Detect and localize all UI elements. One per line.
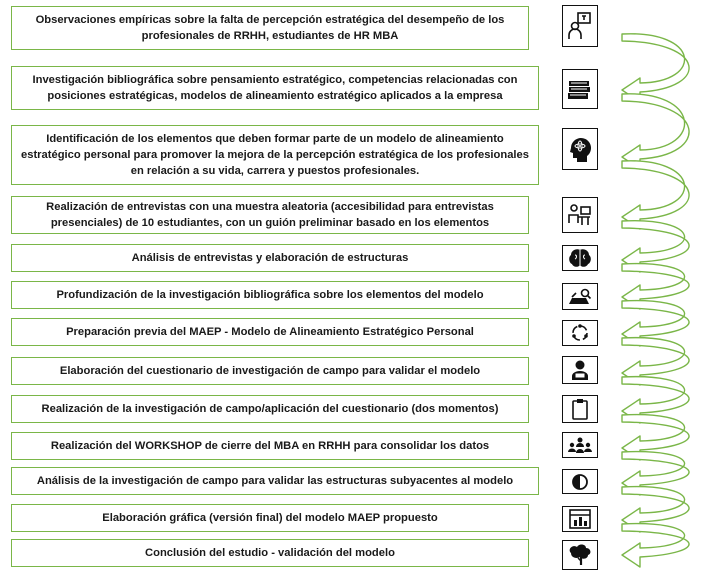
connector-arrow [622,161,689,229]
step-text: Realización del WORKSHOP de cierre del MBA en RRHH para consolidar los datos [50,439,490,452]
step-text: Análisis de entrevistas y elaboración de estructuras [131,251,409,264]
connector-arrow [622,524,689,567]
step-text: Elaboración del cuestionario de investigación de campo para validar el modelo [59,364,481,377]
step-text: Conclusión del estudio - validación del modelo [145,546,395,559]
step-text: Análisis de la investigación de campo para validar las estructuras subyacentes al modelo [36,474,514,487]
step-text: Observaciones empíricas sobre la falta de percepción estratégica del desempeño de los profesionales de RRHH, estudiantes de HR MBA [35,13,505,42]
step-text: Realización de entrevistas con una muestra aleatoria (accesibilidad para entrevistas presenciales) de 10 estudiantes, con un guión preliminar basado en los elementos [46,200,494,229]
step-text: Preparación previa del MAEP - Modelo de Alineamiento Estratégico Personal [66,325,474,338]
step-text: Realización de la investigación de campo/aplicación del cuestionario (dos momentos) [41,402,499,415]
step-text: Profundización de la investigación bibliográfica sobre los elementos del modelo [56,288,484,301]
connector-arrow [622,34,689,102]
step-text: Identificación de los elementos que deben formar parte de un modelo de alineamiento estratégico personal para promover la mejora de la percepción estratégica de los profesionales en relación a su vida, carrera y puestos profesionales. [21,132,529,178]
connector-arrow [622,94,689,169]
step-text: Investigación bibliográfica sobre pensamiento estratégico, competencias relacionadas con posiciones estratégicas, modelos de alineamiento estratégico aplicados a la empresa [32,73,518,102]
step-text: Elaboración gráfica (versión final) del modelo MAEP propuesto [102,511,438,524]
